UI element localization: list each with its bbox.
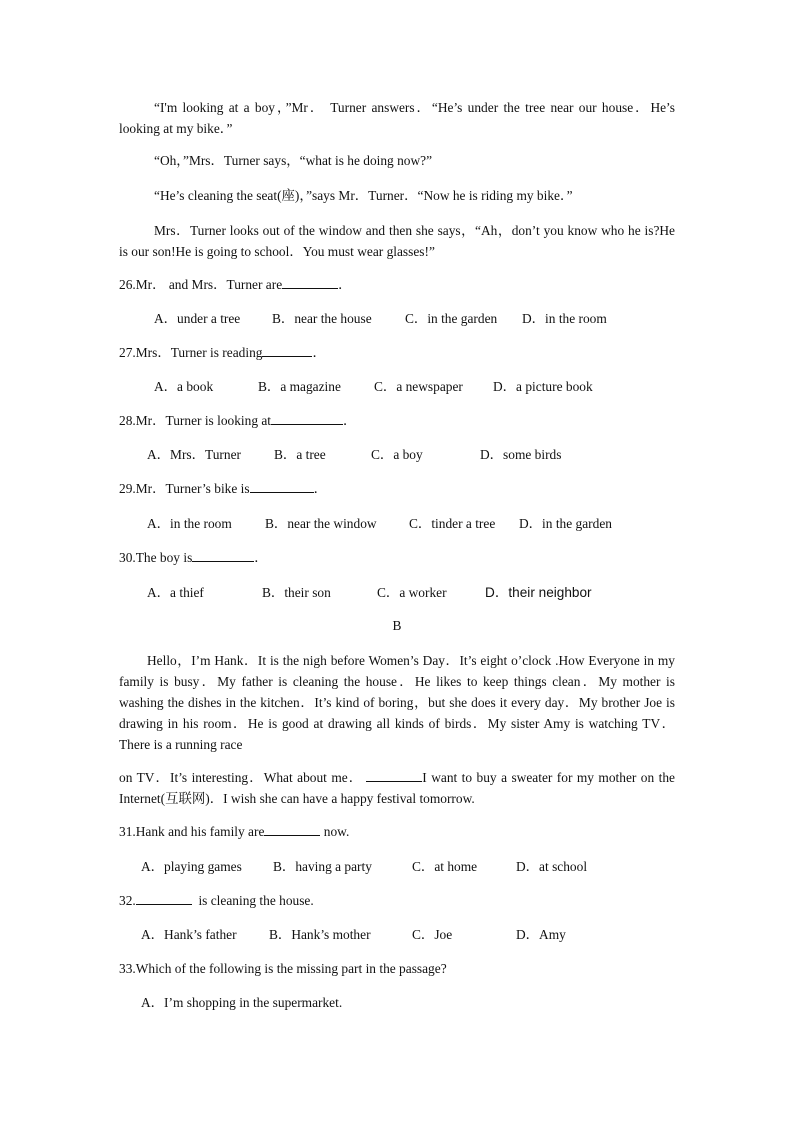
question-tail: now. <box>320 824 350 839</box>
option-30-a[interactable]: A．a thief <box>147 585 204 600</box>
option-27-d[interactable]: D．a picture book <box>493 379 593 394</box>
question-number: 29. <box>119 481 136 496</box>
section-b-label: B <box>392 618 402 633</box>
question-stem: Mrs．Turner is reading <box>135 345 263 360</box>
option-26-a[interactable]: A．under a tree <box>154 311 241 326</box>
question-number: 28. <box>119 413 136 428</box>
question-number: 32. <box>119 893 136 908</box>
option-29-c[interactable]: C．tinder a tree <box>409 516 496 531</box>
question-33 <box>119 960 447 978</box>
option-28-a[interactable]: A．Mrs．Turner <box>147 447 241 462</box>
passage-a-paragraph-4: Mrs．Turner looks out of the window and then she says，“Ah，don’t you know who he is?He is our son!He is going to school．You must wear glasses!” <box>119 223 675 259</box>
passage-b-text-before-blank: on TV．It’s interesting．What about me． <box>119 770 364 785</box>
option-31-a[interactable]: A．playing games <box>141 859 242 874</box>
question-tail: ． <box>343 413 357 428</box>
option-31-c[interactable]: C．at home <box>412 859 478 874</box>
question-tail: ． <box>313 481 327 496</box>
passage-a-paragraph-2: “Oh，”Mrs．Turner says，“what is he doing now?” <box>154 153 433 168</box>
option-31-b[interactable]: B．having a party <box>273 859 372 874</box>
question-29 <box>119 480 327 498</box>
question-number: 33. <box>119 961 136 976</box>
passage-b-paragraph-2 <box>119 767 675 809</box>
option-33-a[interactable]: A．I’m shopping in the supermarket. <box>141 995 343 1010</box>
question-tail: ． <box>254 550 268 565</box>
option-32-c[interactable]: C．Joe <box>412 927 453 942</box>
question-number: 26. <box>119 277 136 292</box>
question-tail: is cleaning the house. <box>191 893 314 908</box>
option-28-c[interactable]: C．a boy <box>371 447 423 462</box>
option-32-a[interactable]: A．Hank’s father <box>141 927 237 942</box>
question-28 <box>119 412 356 430</box>
answer-blank[interactable] <box>262 344 312 357</box>
option-32-b[interactable]: B．Hank’s mother <box>269 927 371 942</box>
question-31 <box>119 823 349 841</box>
option-28-d[interactable]: D．some birds <box>480 447 562 462</box>
option-29-d[interactable]: D．in the garden <box>519 516 612 531</box>
option-27-b[interactable]: B．a magazine <box>258 379 341 394</box>
question-30 <box>119 549 268 567</box>
question-stem: Mr． and Mrs．Turner are <box>135 277 283 292</box>
option-32-d[interactable]: D．Amy <box>516 927 566 942</box>
option-26-d[interactable]: D．in the room <box>522 311 607 326</box>
question-tail: ． <box>312 345 326 360</box>
passage-b-blank[interactable] <box>366 768 422 782</box>
option-31-d[interactable]: D．at school <box>516 859 588 874</box>
option-29-b[interactable]: B．near the window <box>265 516 377 531</box>
question-32 <box>119 892 314 910</box>
option-29-a[interactable]: A．in the room <box>147 516 232 531</box>
question-stem: Mr．Turner is looking at <box>135 413 272 428</box>
question-26 <box>119 276 352 294</box>
question-stem: Which of the following is the missing part in the passage? <box>135 961 447 976</box>
passage-b-text-after-blank: I want to buy a sweater for my mother on the Internet(互联网)．I wish she can have a happy festival tomorrow. <box>119 770 675 806</box>
answer-blank[interactable] <box>271 412 343 425</box>
option-30-c[interactable]: C．a worker <box>377 585 447 600</box>
answer-blank[interactable] <box>136 892 192 905</box>
question-number: 27. <box>119 345 136 360</box>
question-stem: Mr．Turner’s bike is <box>135 481 250 496</box>
question-27 <box>119 344 326 362</box>
question-tail: ． <box>338 277 352 292</box>
question-stem: Hank and his family are <box>135 824 265 839</box>
option-27-a[interactable]: A．a book <box>154 379 214 394</box>
question-number: 30. <box>119 550 136 565</box>
option-26-c[interactable]: C．in the garden <box>405 311 498 326</box>
passage-a-paragraph-1: “I'm looking at a boy，”Mr． Turner answers．“He’s under the tree near our house．He’s looking at my bike．” <box>119 100 675 136</box>
answer-blank[interactable] <box>250 480 314 493</box>
question-number: 31. <box>119 824 136 839</box>
option-28-b[interactable]: B．a tree <box>274 447 326 462</box>
passage-a-paragraph-3: “He’s cleaning the seat(座)，”says Mr．Turner．“Now he is riding my bike．” <box>154 188 573 203</box>
question-stem: The boy is <box>135 550 193 565</box>
option-30-d[interactable]: D．their neighbor <box>485 585 592 600</box>
passage-b-paragraph-1: Hello，I’m Hank．It is the nigh before Women’s Day．It’s eight o’clock .How Everyone in my family is busy．My father is cleaning the house．He likes to keep things clean．My mother is washing the dishes in the kitchen．It’s kind of boring，but she does it every day．My brother Joe is drawing in his room．He is good at drawing all kinds of birds．My sister Amy is watching TV．There is a running race <box>119 653 675 752</box>
answer-blank[interactable] <box>264 823 320 836</box>
option-30-b[interactable]: B．their son <box>262 585 331 600</box>
answer-blank[interactable] <box>282 276 338 289</box>
answer-blank[interactable] <box>192 549 254 562</box>
option-27-c[interactable]: C．a newspaper <box>374 379 463 394</box>
option-26-b[interactable]: B．near the house <box>272 311 372 326</box>
